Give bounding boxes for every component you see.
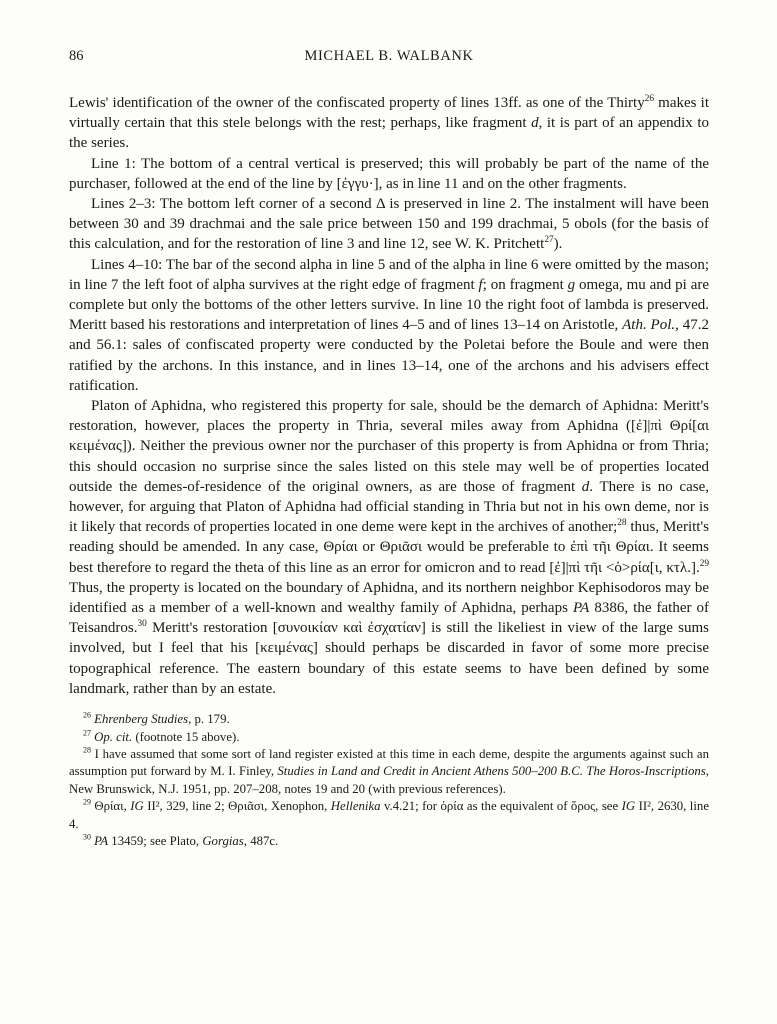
italic-text: PA: [572, 600, 590, 617]
italic-text: PA: [94, 833, 109, 848]
paragraph: Platon of Aphidna, who registered this property for sale, should be the demarch of Aphidna: Meritt's restoration, however, places the property in Thria, several miles away from Aphidna ([ἐ]|πὶ Θρί[αι κειμένας]). Neither the previous owner nor the purchaser of this property is from Aphidna or from Thria; this should occasion no surprise since the sales listed on this stele may well be of properties located outside the demes-of-residence of the original owners, as are those of fragment d. There is no case, however, for arguing that Platon of Aphidna had official standing in Thria but not in his own deme, nor is it likely that records of properties located in one deme were kept in the archives of another;$^{28}$ thus, Meritt's reading should be amended. In any case, Θρίαι or Θριᾶσι would be preferable to ἐπὶ τῆι Θρίαι. It seems best therefore to regard the theta of this line as an error for omicron and to read [ἐ]|πὶ τῆι <ὁ>ρία[ι, κτλ.].$^{29}$ Thus, the property is located on the boundary of Aphidna, and its northern neighbor Kephisodoros may be identified as a member of a well-known and wealthy family of Aphidna, perhaps PA 8386, the father of Teisandros.$^{30}$ Meritt's restoration [συνοικίαν καὶ ἐσχατίαν] is still the likeliest in view of the large sums involved, but I feel that his [κειμένας] should perhaps be discarded in favor of some more precise topographical reference. The eastern boundary of this estate seems to have been defined by some landmark, rather than by an estate.: [69, 398, 710, 697]
italic-text: Ath. Pol.: [622, 317, 676, 334]
paragraph: Lines 4–10: The bar of the second alpha in line 5 and of the alpha in line 6 were omitted by the mason; in line 7 the left foot of alpha survives at the right edge of fragment f; on fragment g omega, mu and pi are complete but only the bottoms of the other letters survive. In line 10 the right foot of lambda is preserved. Meritt based his restorations and interpretation of lines 4–5 and of lines 13–14 on Aristotle, Ath. Pol., 47.2 and 56.1: sales of confiscated property were conducted by the Poletai before the Boule and were then ratified by the archons. In this instance, and in lines 13–14, one of the archons and his advisers effect ratification.: [69, 256, 710, 394]
footnote: $^{28}$ I have assumed that some sort of land register existed at this time in each deme, despite the arguments against such an assumption put forward by M. I. Finley, Studies in Land and Credit in Ancient Athens 500–200 B.C. The Horos-Inscriptions, New Brunswick, N.J. 1951, pp. 207–208, notes 19 and 20 (with previous references).: [69, 745, 709, 796]
footnote-marker: 30: [137, 619, 147, 630]
page-header: [69, 48, 709, 68]
italic-text: IG: [130, 799, 144, 814]
footnote: $^{27}$ Op. cit. (footnote 15 above).: [83, 728, 240, 744]
page-number: 86: [69, 48, 84, 64]
italic-text: d: [531, 115, 539, 132]
footnote-marker: 28: [617, 518, 627, 529]
paragraph: Lewis' identification of the owner of the confiscated property of lines 13ff. as one of the Thirty$^{26}$ makes it virtually certain that this stele belongs with the rest; perhaps, like fragment d, it is part of an appendix to the series.: [69, 94, 710, 152]
footnote-marker: 30: [83, 832, 91, 842]
italic-text: Op. cit.: [94, 729, 133, 744]
italic-text: IG: [621, 799, 636, 814]
italic-text: g: [567, 276, 576, 293]
paragraph: Lines 2–3: The bottom left corner of a second Δ is preserved in line 2. The instalment will have been between 30 and 39 drachmai and the sale price between 150 and 199 drachmai, 5 obols (for the basis of this calculation, and for the restoration of line 3 and line 12, see W. K. Pritchett$^{27}$).: [69, 196, 709, 253]
footnotes-section: [69, 711, 709, 850]
footnote-marker: 28: [83, 745, 91, 755]
italic-text: f: [478, 276, 483, 293]
footnote-marker: 26: [644, 94, 655, 104]
paragraph: Line 1: The bottom of a central vertical is preserved; this will probably be part of the name of the purchaser, followed at the end of the line by [ἐγγυ·], as in line 11 and on the other fragments.: [69, 155, 709, 192]
body-text: [69, 93, 709, 699]
italic-text: Gorgias: [202, 833, 244, 848]
footnote-marker: 27: [544, 235, 554, 246]
italic-text: Studies in Land and Credit in Ancient Athens 500–200 B.C. The Horos-Inscriptions: [277, 764, 706, 779]
footnote-marker: 29: [83, 797, 91, 807]
footnote-marker: 27: [83, 728, 91, 738]
running-head: MICHAEL B. WALBANK: [304, 48, 474, 64]
footnote: $^{26}$ Ehrenberg Studies, p. 179.: [83, 710, 230, 727]
footnote-marker: 29: [699, 558, 709, 569]
footnote-marker: 26: [83, 710, 91, 720]
italic-text: d: [581, 478, 590, 495]
italic-text: Hellenika: [330, 799, 381, 814]
italic-text: Ehrenberg Studies: [94, 712, 189, 727]
footnote: $^{29}$ Θρίαι, IG II², 329, line 2; Θριᾶσι, Xenophon, Hellenika v.4.21; for ὁρία as the equivalent of ὅρος, see IG II², 2630, line 4.: [69, 797, 709, 831]
footnote: $^{30}$ PA 13459; see Plato, Gorgias, 487c.: [83, 832, 279, 848]
